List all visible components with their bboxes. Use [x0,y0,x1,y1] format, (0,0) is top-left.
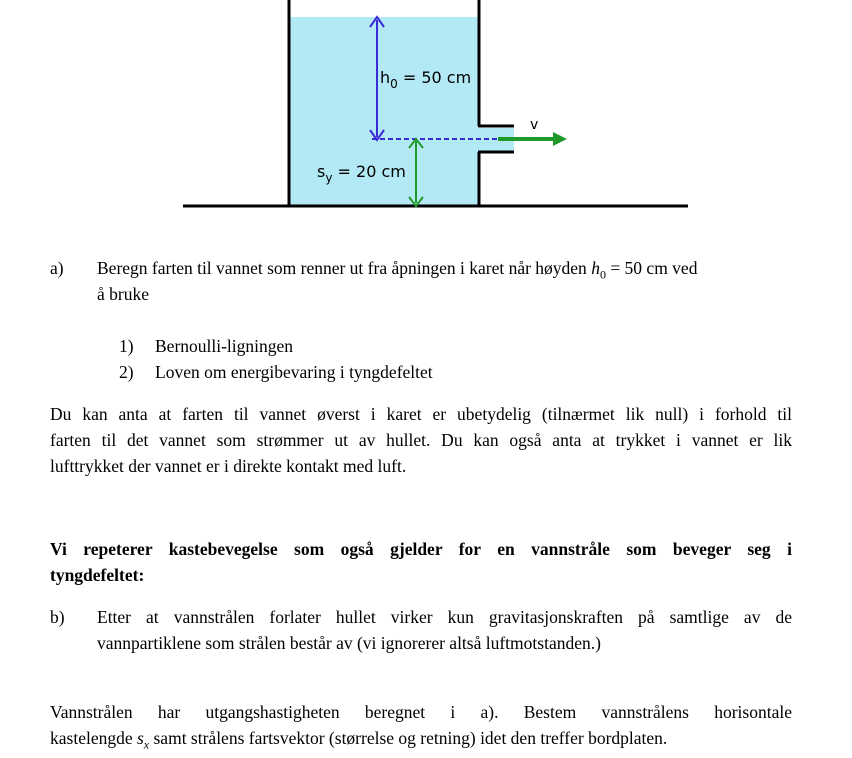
list-item-text: Bernoulli-ligningen [155,336,294,356]
question-b-line: vannpartiklene som strålen består av (vi ignorerer altså luftmotstanden.) [97,633,601,653]
paragraph1-line: lufttrykket der vannet er i direkte kontakt med luft. [50,456,407,476]
question-a-label: a) [50,258,64,278]
list-item-number: 2) [119,362,134,382]
sy-label: $s_y = 20$ cm [317,162,406,185]
bold-heading-line: tyngdefeltet: [50,565,145,585]
tank-diagram [0,0,852,215]
paragraph1-line: farten til det vannet som strømmer ut av hullet. Du kan også anta at trykket i vannet er lik [50,430,792,450]
list-item-text: Loven om energibevaring i tyngdefeltet [155,362,433,382]
paragraph1-line: Du kan anta at farten til vannet øverst i karet er ubetydelig (tilnærmet lik null) i forhold til [50,404,792,424]
question-b-line: Etter at vannstrålen forlater hullet virker kun gravitasjonskraften på samtlige av de [97,607,792,627]
list-item-number: 1) [119,336,134,356]
paragraph2-line2: kastelengde $s_x$ samt strålens fartsvektor (størrelse og retning) idet den treffer bordplaten. [50,728,668,752]
question-a-line2: å bruke [97,284,149,304]
velocity-label: v [530,117,539,133]
h0-label: $h_0 = 50$ cm [380,68,472,91]
bold-heading-line: Vi repeterer kastebevegelse som også gjelder for en vannstråle som beveger seg i [50,539,792,559]
question-b-label: b) [50,607,65,627]
paragraph2-line1: Vannstrålen har utgangshastigheten beregnet i a). Bestem vannstrålens horisontale [50,702,792,722]
velocity-arrowhead [553,132,567,146]
question-a-line1: Beregn farten til vannet som renner ut fra åpningen i karet når høyden $h_0 = 50$ cm ved [97,258,698,282]
